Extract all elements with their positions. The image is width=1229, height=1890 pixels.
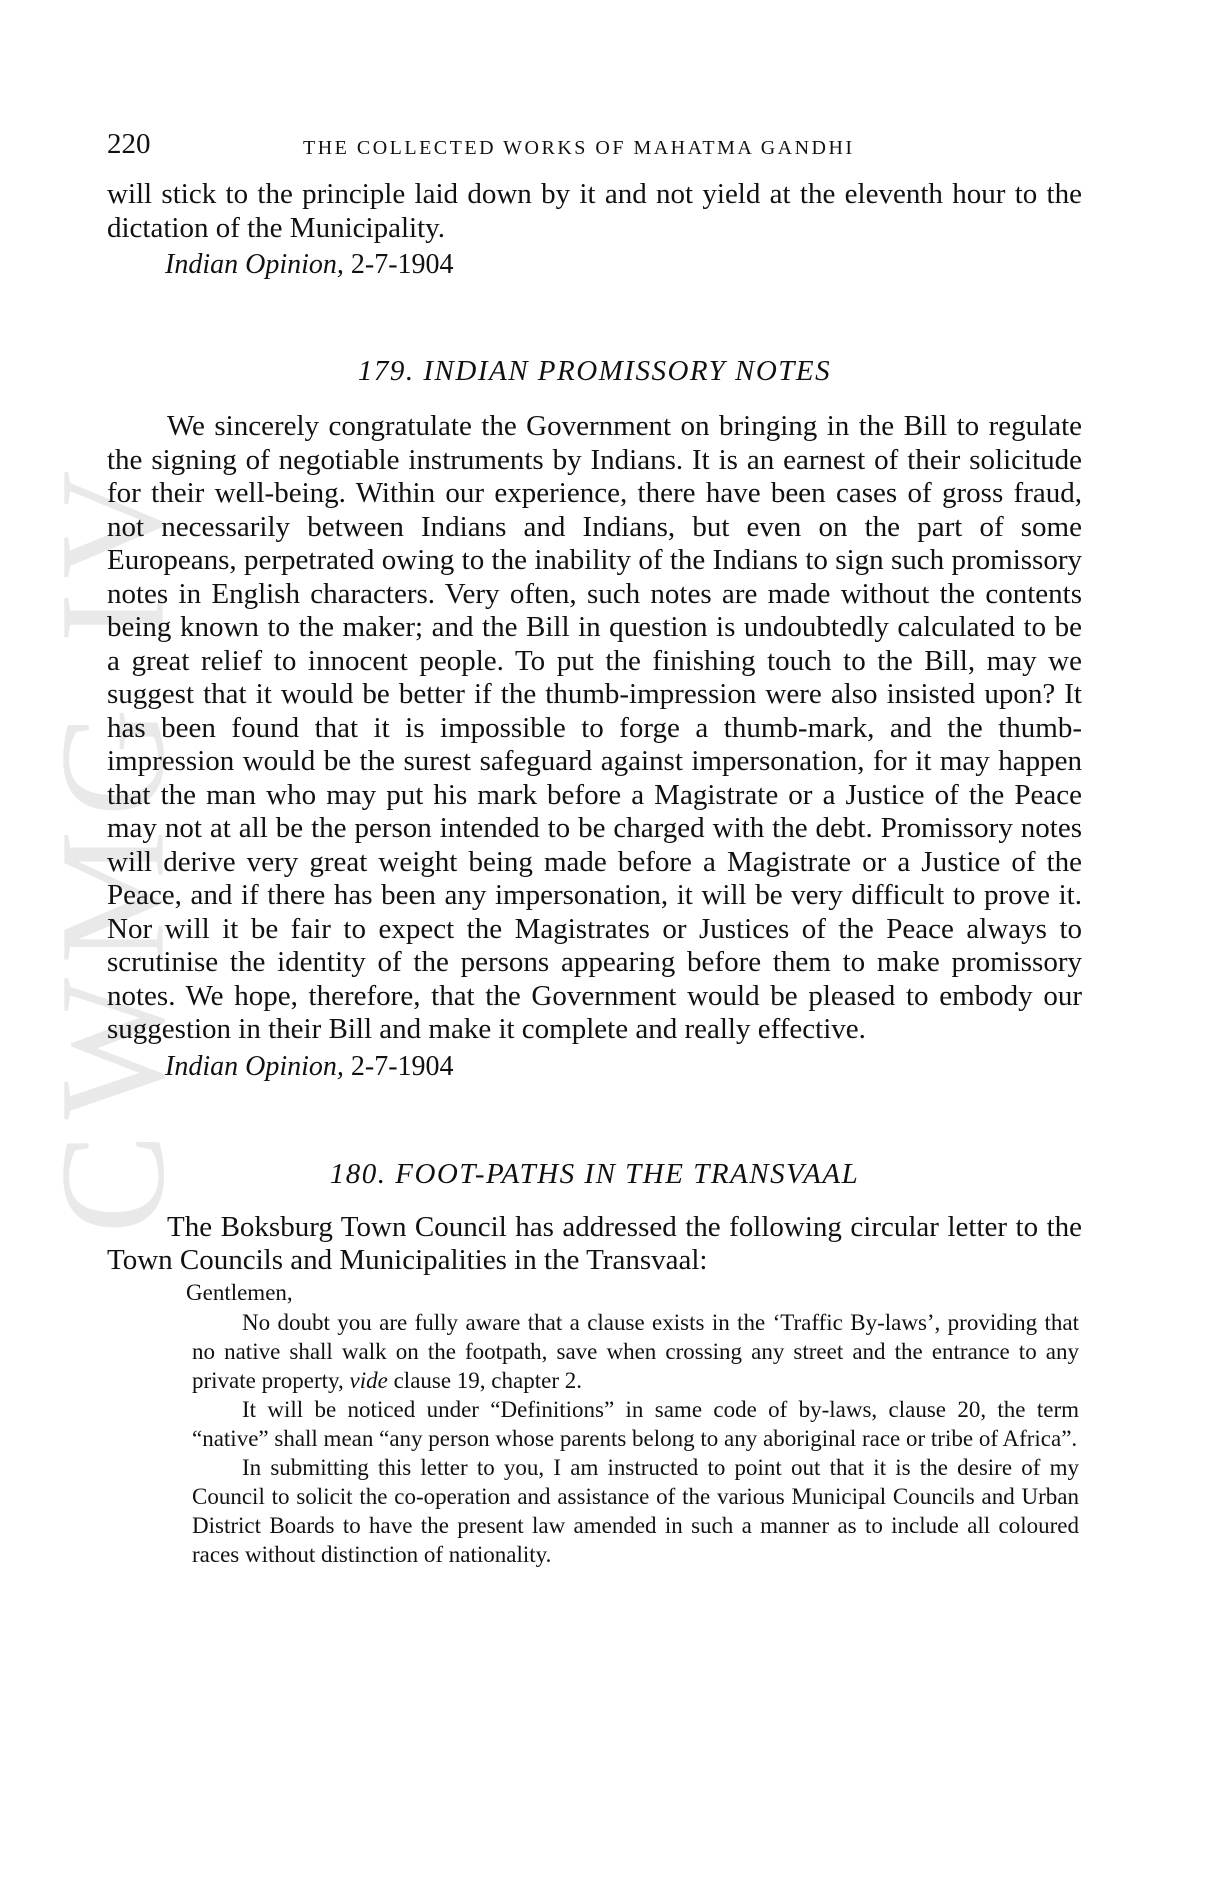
letter-salutation: Gentlemen, <box>186 1279 293 1305</box>
article-179-body: We sincerely congratulate the Government on bringing in the Bill to regulate the signing of negotiable instruments by Indians. It is an earnest of their solicitude for their well-being. Within our experience, there have been cases of gross fraud, not necessarily between Indians and Indians, but even on the part of some Europeans, perpetrated owing to the inability of the Indians to sign such promissory notes in English characters. Very often, such notes are made without the contents being known to the maker; and the Bill in question is undoubtedly calculated to be a great relief to innocent people. To put the finishing touch to the Bill, may we suggest that it would be better if the thumb-impression were also insisted upon? It has been found that it is impossible to forge a thumb-mark, and the thumb-impression would be the surest safeguard against impersonation, for it may happen that the man who may put his mark before a Magistrate or a Justice of the Peace may not at all be the person intended to be charged with the debt. Promissory notes will derive very great weight being made before a Magistrate or a Justice of the Peace, and if there has been any impersonation, it will be very difficult to prove it. Nor will it be fair to expect the Magistrates or Justices of the Peace always to scrutinise the identity of the persons appearing before them to make promissory notes. We hope, therefore, that the Government would be pleased to embody our suggestion in their Bill and make it complete and really effective. <box>107 410 1082 1045</box>
letter-italic-vide: vide <box>349 1367 388 1393</box>
circular-letter <box>186 1278 1079 1569</box>
page-number: 220 <box>107 128 151 160</box>
source-citation <box>165 1051 1082 1083</box>
running-title: THE COLLECTED WORKS OF MAHATMA GANDHI <box>303 137 855 159</box>
page <box>107 128 1082 1569</box>
letter-text: No doubt you are fully aware that a clause exists in the ‘Traffic By-laws’, providing that no native shall walk on the footpath, save when crossing any street and the entrance to any private property, <box>192 1309 1079 1393</box>
continuation-paragraph: will stick to the principle laid down by it and not yield at the eleventh hour to the dictation of the Municipality. <box>107 178 1082 244</box>
letter-text: clause 19, chapter 2. <box>387 1367 582 1393</box>
letter-paragraph: It will be noticed under “Definitions” in same code of by-laws, clause 20, the term “native” shall mean “any person whose parents belong to any aboriginal race or tribe of Africa”. <box>192 1396 1079 1451</box>
article-179-heading: 179. INDIAN PROMISSORY NOTES <box>357 355 832 387</box>
source-citation <box>165 249 1082 281</box>
source-date: 2-7-1904 <box>350 249 454 280</box>
source-title: Indian Opinion, <box>165 1050 344 1082</box>
letter-paragraph: In submitting this letter to you, I am instructed to point out that it is the desire of my Council to solicit the co-operation and assistance of the various Municipal Councils and Urban District Boards to have the present law amended in such a manner as to include all coloured races without distinction of nationality. <box>192 1454 1079 1567</box>
source-date: 2-7-1904 <box>350 1050 454 1082</box>
source-title: Indian Opinion, <box>165 249 344 280</box>
watermark-text: CWMG IV <box>30 456 197 1234</box>
article-180-heading: 180. FOOT-PATHS IN THE TRANSVAAL <box>329 1157 860 1190</box>
letter-paragraph <box>192 1308 1079 1395</box>
article-180-intro: The Boksburg Town Council has addressed the following circular letter to the Town Councils and Municipalities in the Transvaal: <box>107 1210 1082 1276</box>
page-header <box>107 128 1082 168</box>
